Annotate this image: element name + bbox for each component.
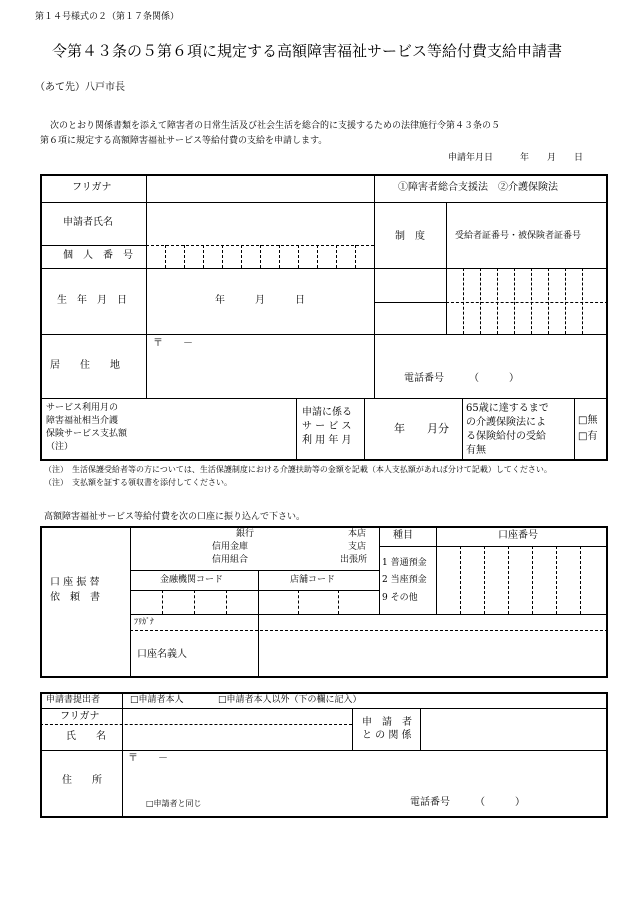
system-options: ①障害者総合支援法 ②介護保険法 [398, 182, 558, 193]
applicant-name-label: 申請者氏名 [63, 217, 113, 228]
service-label-3: 保険サービス支払額 [46, 429, 128, 439]
option-yes-checkbox[interactable]: □有 [578, 431, 598, 442]
usage-value: 年 月分 [394, 422, 449, 435]
relation-line-1: 申 請 者 [362, 717, 412, 728]
bank-type-2: 信用金庫 [212, 542, 249, 552]
cert-number-label: 受給者証番号・被保険者証番号 [455, 231, 582, 241]
intro-line-1: 次のとおり関係書類を添えて障害者の日常生活及び社会生活を総合的に支援するための法律施行令第４３条の５ [50, 121, 501, 131]
note-1: （注） 生活保護受給者等の方については、生活保護制度における介護扶助等の金額を記載（本人支払額があれば分けて記載）してください。 [44, 465, 552, 474]
submitter-other-checkbox[interactable]: □申請者本人以外（下の欄に記入） [218, 695, 362, 705]
branch-code-label: 店舗コード [290, 575, 336, 585]
care-line-2: の介護保険法によ [466, 417, 546, 428]
bank-section-line-2: 依 頼 書 [50, 592, 100, 603]
service-label-1: サービス利用月の [46, 403, 119, 413]
care-line-4: 有無 [466, 445, 486, 456]
addressee: （あて先）八戸市長 [35, 82, 125, 93]
kind-2: 2 当座預金 [382, 575, 427, 585]
submitter-phone-label: 電話番号 （ ） [410, 797, 525, 808]
account-holder-label: 口座名義人 [137, 649, 187, 660]
note-2: （注） 支払額を証する領収書を添付してください。 [44, 478, 232, 487]
bank-intro: 高額障害福祉サービス等給付費を次の口座に振り込んで下さい。 [44, 512, 306, 522]
usage-line-2: サ ー ビ ス [302, 421, 352, 432]
branch-type-3: 出張所 [340, 555, 368, 565]
usage-line-3: 利 用 年 月 [302, 435, 352, 446]
same-as-applicant-checkbox[interactable]: □申請者と同じ [146, 799, 202, 808]
furigana-label: フリガナ [72, 182, 112, 193]
bank-type-1: 銀行 [236, 529, 255, 539]
service-label-2: 障害福祉相当介護 [46, 416, 119, 426]
relation-line-2: と の 関 係 [362, 730, 412, 741]
address-label: 居 住 地 [50, 360, 120, 371]
submitter-address-label: 住 所 [62, 775, 102, 786]
service-label-4: （注） [46, 442, 74, 452]
postal-mark: 〒 － [153, 338, 193, 349]
birthdate-label: 生 年 月 日 [57, 295, 127, 306]
bank-code-label: 金融機関コード [160, 575, 224, 585]
submitter-postal-mark: 〒 － [128, 753, 168, 764]
system-label: 制 度 [395, 231, 425, 242]
page-title: 令第４３条の５第６項に規定する高額障害福祉サービス等給付費支給申請書 [52, 42, 563, 60]
submitter-name-label: 氏 名 [66, 731, 106, 742]
kind-3: 9 その他 [382, 593, 418, 603]
care-line-3: る保険給付の受給 [466, 431, 546, 442]
bank-type-3: 信用組合 [212, 555, 249, 565]
account-number-label: 口座番号 [498, 530, 538, 541]
phone-label: 電話番号 （ ） [404, 373, 519, 384]
bank-section-line-1: 口 座 振 替 [50, 577, 100, 588]
birthdate-value: 年 月 日 [215, 295, 305, 306]
option-none-checkbox[interactable]: □無 [578, 415, 598, 426]
branch-type-1: 本店 [348, 529, 367, 539]
intro-line-2: 第６項に規定する高額障害福祉サービス等給付費の支給を申請します。 [40, 136, 328, 146]
submitter-self-checkbox[interactable]: □申請者本人 [130, 695, 184, 705]
submitter-furigana-label: フリガナ [60, 711, 100, 722]
kind-1: 1 普通預金 [382, 558, 427, 568]
branch-type-2: 支店 [348, 542, 367, 552]
personal-number-label: 個 人 番 号 [63, 250, 133, 261]
kind-label: 種目 [393, 530, 413, 541]
form-number: 第１４号様式の２（第１７条関係） [35, 12, 180, 22]
care-line-1: 65歳に達するまで [466, 403, 549, 414]
application-date: 申請年月日 年 月 日 [448, 153, 584, 163]
submitter-label: 申請書提出者 [46, 695, 101, 705]
bank-furigana-label: ﾌﾘｶﾞﾅ [134, 617, 154, 626]
usage-line-1: 申請に係る [302, 407, 352, 418]
